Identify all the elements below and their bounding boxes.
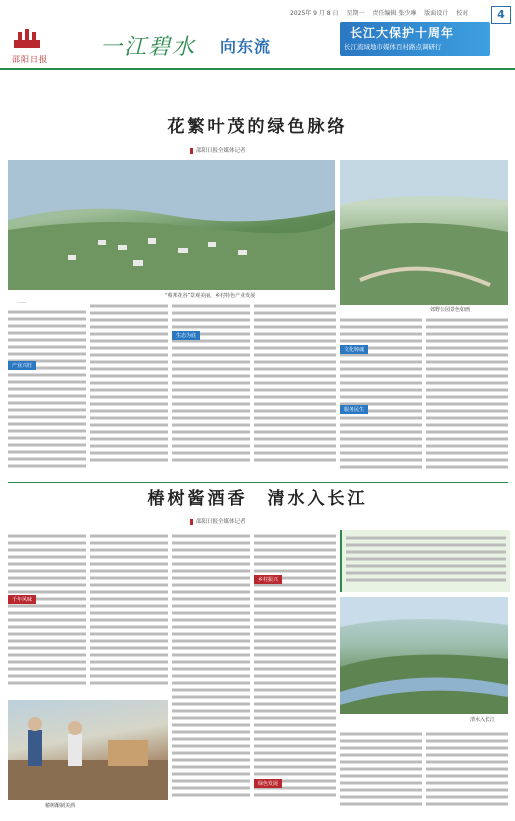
text-lines-illustration [172, 530, 250, 805]
article-2-subhead-2-label: 乡村振兴 [254, 575, 282, 584]
article-2-subhead-2 [254, 566, 282, 585]
text-lines-illustration [90, 300, 168, 470]
article-2-subhead-3-label: 绿色发展 [254, 779, 282, 788]
article-2-subhead-1-label: 千年风味 [8, 595, 36, 604]
text-lines-illustration [426, 728, 508, 812]
article-1-subhead-4-label: 服务民生 [340, 405, 368, 414]
winery-workers-illustration [8, 700, 168, 800]
article-1-side-photo [340, 160, 508, 305]
article-1-main-photo [8, 160, 335, 290]
article-2-sidebar-box [340, 530, 510, 592]
article-1-headline: 花繁叶茂的绿色脉络 [167, 117, 348, 137]
article-2-byline-text: 邵阳日报全媒体记者 [196, 519, 246, 525]
byline-marker-icon [190, 148, 193, 154]
article-1-column-1 [8, 300, 86, 478]
section-divider [8, 482, 508, 483]
text-lines-illustration [8, 530, 86, 690]
article-2-column-2 [90, 530, 168, 696]
issue-date: 2025年 9 月 8 日 [290, 10, 339, 17]
article-1-subhead-2 [172, 322, 200, 341]
article-2-headline: 椿树酱酒香 清水入长江 [147, 489, 368, 509]
article-2-column-5 [340, 728, 422, 814]
article-2-column-3 [172, 530, 250, 810]
article-1-subhead-2-label: 生态为底 [172, 331, 200, 340]
column-title-calligraphy: 一江碧水 [100, 35, 197, 60]
article-2-river-photo [340, 597, 508, 714]
article-2-column-6 [426, 728, 508, 814]
article-1-column-2 [90, 300, 168, 478]
article-1-subhead-4 [340, 396, 368, 415]
article-1-subhead-1-label: 产业兴旺 [8, 361, 36, 370]
park-illustration [340, 160, 508, 305]
byline-marker-icon [190, 519, 193, 525]
article-1-subhead-3 [340, 336, 368, 355]
article-2-subhead-3 [254, 770, 282, 789]
article-2-subhead-1 [8, 586, 36, 605]
article-1-main-photo-caption: “蔡邦花谷”景观美丽，乡村特色产业发展 [165, 293, 256, 299]
article-1-subhead-3-label: 文化铸魂 [340, 345, 368, 354]
article-2-lower-photo [8, 700, 168, 800]
issue-info-strip [290, 8, 490, 20]
article-1-column-1-text: …… [8, 300, 27, 305]
series-banner-title: 长江大保护十周年 [350, 26, 455, 40]
page-number: 4 [491, 6, 511, 24]
article-1-column-6 [426, 314, 508, 478]
article-1-side-photo-caption: 郊野公园景色如画 [430, 307, 471, 313]
column-title-suffix: 向东流 [220, 37, 272, 56]
article-2-river-photo-caption: 清水入长江 [470, 717, 496, 723]
text-lines-illustration [340, 728, 422, 812]
article-1-byline [190, 146, 370, 156]
article-1-subhead-1 [8, 352, 36, 371]
header-rule [0, 68, 515, 70]
series-banner-subtitle: 长江流域地市媒体百村路点调研行 [344, 43, 442, 51]
newspaper-logo-text: 邵阳日报 [12, 55, 48, 64]
issue-proofreader: 校对 [456, 10, 469, 17]
issue-editor: 责任编辑 张少琳 [372, 10, 417, 17]
text-lines-illustration [90, 530, 168, 690]
article-2-byline [190, 517, 370, 527]
article-1-column-4 [254, 300, 336, 478]
text-lines-illustration [254, 300, 336, 470]
article-2-column-1 [8, 530, 86, 696]
article-2-lower-photo-caption: 椿树酿制美酒 [45, 803, 76, 809]
village-aerial-illustration [8, 160, 335, 290]
newspaper-logo-icon [12, 28, 42, 50]
article-1-byline-text: 邵阳日报全媒体记者 [196, 148, 246, 154]
text-lines-illustration [426, 314, 508, 474]
text-lines-illustration [8, 306, 86, 476]
issue-weekday: 星期一 [346, 10, 365, 17]
issue-designer: 版面设计 [424, 10, 449, 17]
river-landscape-illustration [340, 597, 508, 714]
text-lines-illustration [346, 532, 510, 590]
